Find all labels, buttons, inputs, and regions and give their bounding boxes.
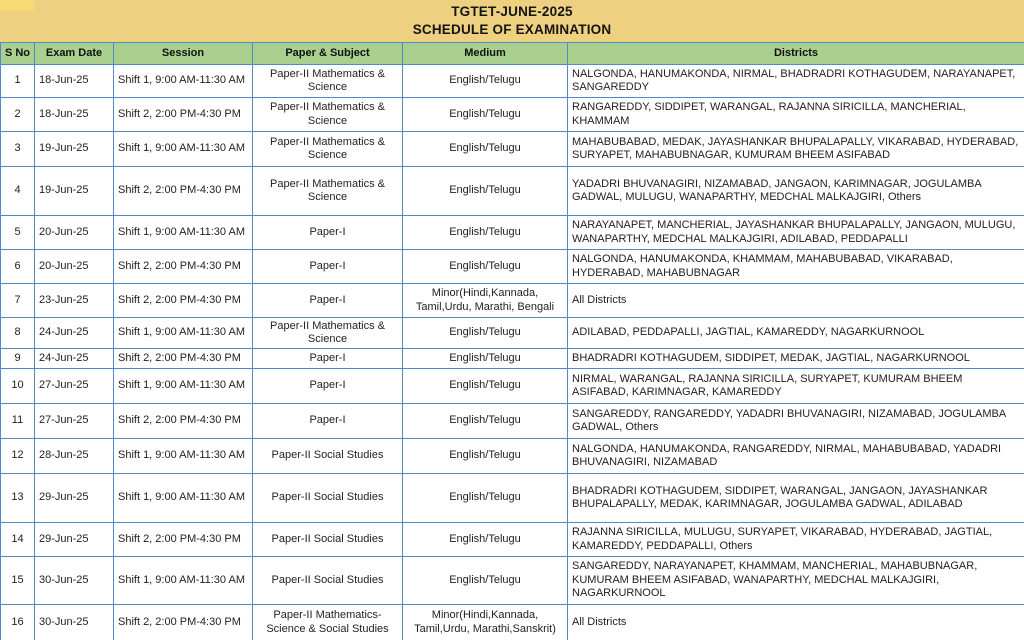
cell-districts: ADILABAD, PEDDAPALLI, JAGTIAL, KAMAREDDY, NAGARKURNOOL <box>568 318 1024 349</box>
cell-session: Shift 1, 9:00 AM-11:30 AM <box>114 369 253 404</box>
cell-districts: MAHABUBABAD, MEDAK, JAYASHANKAR BHUPALAPALLY, VIKARABAD, HYDERABAD, SURYAPET, MAHABUBNAGAR, KUMURAM BHEEM ASIFABAD <box>568 132 1024 167</box>
cell-exam-date: 18-Jun-25 <box>35 98 114 132</box>
table-row <box>1 439 1024 474</box>
cell-exam-date: 29-Jun-25 <box>35 474 114 523</box>
cell-exam-date: 24-Jun-25 <box>35 318 114 349</box>
col-header-districts: Districts <box>568 43 1024 65</box>
cell-medium: English/Telugu <box>403 369 568 404</box>
cell-paper: Paper-II Mathematics & Science <box>253 167 403 216</box>
cell-sno: 2 <box>1 98 35 132</box>
cell-sno: 16 <box>1 605 35 640</box>
cell-medium: English/Telugu <box>403 65 568 98</box>
cell-session: Shift 1, 9:00 AM-11:30 AM <box>114 132 253 167</box>
cell-paper: Paper-II Social Studies <box>253 523 403 557</box>
cell-districts: RAJANNA SIRICILLA, MULUGU, SURYAPET, VIKARABAD, HYDERABAD, JAGTIAL, KAMAREDDY, PEDDAPALLI, Others <box>568 523 1024 557</box>
cell-session: Shift 1, 9:00 AM-11:30 AM <box>114 216 253 250</box>
col-header-medium: Medium <box>403 43 568 65</box>
table-row <box>1 167 1024 216</box>
corner-highlight <box>0 0 34 11</box>
cell-session: Shift 2, 2:00 PM-4:30 PM <box>114 284 253 318</box>
col-header-exam-date: Exam Date <box>35 43 114 65</box>
table-row <box>1 318 1024 349</box>
cell-medium: English/Telugu <box>403 216 568 250</box>
cell-sno: 1 <box>1 65 35 98</box>
cell-sno: 8 <box>1 318 35 349</box>
cell-districts: RANGAREDDY, SIDDIPET, WARANGAL, RAJANNA SIRICILLA, MANCHERIAL, KHAMMAM <box>568 98 1024 132</box>
cell-session: Shift 1, 9:00 AM-11:30 AM <box>114 474 253 523</box>
cell-exam-date: 23-Jun-25 <box>35 284 114 318</box>
cell-medium: English/Telugu <box>403 439 568 474</box>
cell-session: Shift 2, 2:00 PM-4:30 PM <box>114 605 253 640</box>
cell-medium: English/Telugu <box>403 250 568 284</box>
cell-medium: English/Telugu <box>403 523 568 557</box>
cell-paper: Paper-II Mathematics & Science <box>253 318 403 349</box>
cell-districts: BHADRADRI KOTHAGUDEM, SIDDIPET, WARANGAL, JANGAON, JAYASHANKAR BHUPALAPALLY, MEDAK, KARIMNAGAR, JOGULAMBA GADWAL, ADILABAD <box>568 474 1024 523</box>
cell-sno: 11 <box>1 404 35 439</box>
cell-exam-date: 24-Jun-25 <box>35 349 114 369</box>
cell-sno: 14 <box>1 523 35 557</box>
table-row <box>1 250 1024 284</box>
cell-paper: Paper-I <box>253 216 403 250</box>
table-row <box>1 65 1024 98</box>
cell-districts: NIRMAL, WARANGAL, RAJANNA SIRICILLA, SURYAPET, KUMURAM BHEEM ASIFABAD, KARIMNAGAR, KAMAREDDY <box>568 369 1024 404</box>
cell-medium: English/Telugu <box>403 167 568 216</box>
table-row <box>1 404 1024 439</box>
cell-sno: 7 <box>1 284 35 318</box>
table-row <box>1 284 1024 318</box>
col-header-paper-subject: Paper & Subject <box>253 43 403 65</box>
cell-exam-date: 27-Jun-25 <box>35 369 114 404</box>
cell-exam-date: 30-Jun-25 <box>35 605 114 640</box>
title-band <box>0 0 1024 42</box>
cell-paper: Paper-I <box>253 404 403 439</box>
cell-sno: 5 <box>1 216 35 250</box>
cell-session: Shift 2, 2:00 PM-4:30 PM <box>114 349 253 369</box>
cell-paper: Paper-II Mathematics- Science & Social Studies <box>253 605 403 640</box>
cell-districts: SANGAREDDY, RANGAREDDY, YADADRI BHUVANAGIRI, NIZAMABAD, JOGULAMBA GADWAL, Others <box>568 404 1024 439</box>
cell-exam-date: 29-Jun-25 <box>35 523 114 557</box>
cell-districts: SANGAREDDY, NARAYANAPET, KHAMMAM, MANCHERIAL, MAHABUBNAGAR, KUMURAM BHEEM ASIFABAD, WANAPARTHY, MEDCHAL MALKAJGIRI, NAGARKURNOOL <box>568 557 1024 605</box>
cell-districts: All Districts <box>568 605 1024 640</box>
cell-session: Shift 1, 9:00 AM-11:30 AM <box>114 318 253 349</box>
cell-session: Shift 2, 2:00 PM-4:30 PM <box>114 167 253 216</box>
cell-districts: NALGONDA, HANUMAKONDA, NIRMAL, BHADRADRI KOTHAGUDEM, NARAYANAPET, SANGAREDDY <box>568 65 1024 98</box>
cell-exam-date: 27-Jun-25 <box>35 404 114 439</box>
header-row <box>1 43 1024 65</box>
cell-districts: YADADRI BHUVANAGIRI, NIZAMABAD, JANGAON, KARIMNAGAR, JOGULAMBA GADWAL, MULUGU, WANAPARTHY, MEDCHAL MALKAJGIRI, Others <box>568 167 1024 216</box>
cell-districts: All Districts <box>568 284 1024 318</box>
cell-session: Shift 2, 2:00 PM-4:30 PM <box>114 523 253 557</box>
cell-medium: English/Telugu <box>403 557 568 605</box>
cell-paper: Paper-I <box>253 369 403 404</box>
cell-districts: BHADRADRI KOTHAGUDEM, SIDDIPET, MEDAK, JAGTIAL, NAGARKURNOOL <box>568 349 1024 369</box>
cell-sno: 15 <box>1 557 35 605</box>
cell-medium: Minor(Hindi,Kannada, Tamil,Urdu, Marathi,Sanskrit) <box>403 605 568 640</box>
cell-medium: English/Telugu <box>403 404 568 439</box>
cell-medium: English/Telugu <box>403 474 568 523</box>
table-row <box>1 349 1024 369</box>
cell-sno: 4 <box>1 167 35 216</box>
cell-medium: English/Telugu <box>403 98 568 132</box>
cell-sno: 13 <box>1 474 35 523</box>
table-row <box>1 98 1024 132</box>
cell-paper: Paper-II Social Studies <box>253 474 403 523</box>
cell-paper: Paper-II Mathematics & Science <box>253 132 403 167</box>
table-row <box>1 216 1024 250</box>
cell-session: Shift 2, 2:00 PM-4:30 PM <box>114 98 253 132</box>
cell-sno: 12 <box>1 439 35 474</box>
cell-paper: Paper-II Social Studies <box>253 439 403 474</box>
cell-medium: Minor(Hindi,Kannada, Tamil,Urdu, Marathi, Bengali <box>403 284 568 318</box>
cell-session: Shift 1, 9:00 AM-11:30 AM <box>114 557 253 605</box>
examination-schedule-table <box>0 42 1024 640</box>
cell-paper: Paper-II Mathematics & Science <box>253 65 403 98</box>
cell-medium: English/Telugu <box>403 132 568 167</box>
cell-exam-date: 18-Jun-25 <box>35 65 114 98</box>
cell-paper: Paper-I <box>253 284 403 318</box>
cell-districts: NALGONDA, HANUMAKONDA, RANGAREDDY, NIRMAL, MAHABUBABAD, YADADRI BHUVANAGIRI, NIZAMABAD <box>568 439 1024 474</box>
cell-session: Shift 1, 9:00 AM-11:30 AM <box>114 439 253 474</box>
cell-paper: Paper-I <box>253 349 403 369</box>
cell-exam-date: 20-Jun-25 <box>35 250 114 284</box>
table-row <box>1 132 1024 167</box>
cell-sno: 3 <box>1 132 35 167</box>
cell-exam-date: 20-Jun-25 <box>35 216 114 250</box>
cell-paper: Paper-II Social Studies <box>253 557 403 605</box>
cell-sno: 6 <box>1 250 35 284</box>
cell-session: Shift 2, 2:00 PM-4:30 PM <box>114 404 253 439</box>
cell-session: Shift 1, 9:00 AM-11:30 AM <box>114 65 253 98</box>
cell-exam-date: 19-Jun-25 <box>35 167 114 216</box>
cell-sno: 9 <box>1 349 35 369</box>
cell-districts: NALGONDA, HANUMAKONDA, KHAMMAM, MAHABUBABAD, VIKARABAD, HYDERABAD, MAHABUBNAGAR <box>568 250 1024 284</box>
table-row <box>1 557 1024 605</box>
page-title: TGTET-JUNE-2025 <box>451 4 573 19</box>
col-header-session: Session <box>114 43 253 65</box>
table-row <box>1 369 1024 404</box>
table-row <box>1 474 1024 523</box>
cell-medium: English/Telugu <box>403 349 568 369</box>
cell-paper: Paper-II Mathematics & Science <box>253 98 403 132</box>
table-row <box>1 605 1024 640</box>
cell-districts: NARAYANAPET, MANCHERIAL, JAYASHANKAR BHUPALAPALLY, JANGAON, MULUGU, WANAPARTHY, MEDCHAL MALKAJGIRI, ADILABAD, PEDDAPALLI <box>568 216 1024 250</box>
col-header-sno: S No <box>1 43 35 65</box>
cell-exam-date: 30-Jun-25 <box>35 557 114 605</box>
cell-exam-date: 19-Jun-25 <box>35 132 114 167</box>
cell-sno: 10 <box>1 369 35 404</box>
cell-paper: Paper-I <box>253 250 403 284</box>
cell-exam-date: 28-Jun-25 <box>35 439 114 474</box>
page-subtitle: SCHEDULE OF EXAMINATION <box>412 22 612 37</box>
cell-session: Shift 2, 2:00 PM-4:30 PM <box>114 250 253 284</box>
table-row <box>1 523 1024 557</box>
cell-medium: English/Telugu <box>403 318 568 349</box>
